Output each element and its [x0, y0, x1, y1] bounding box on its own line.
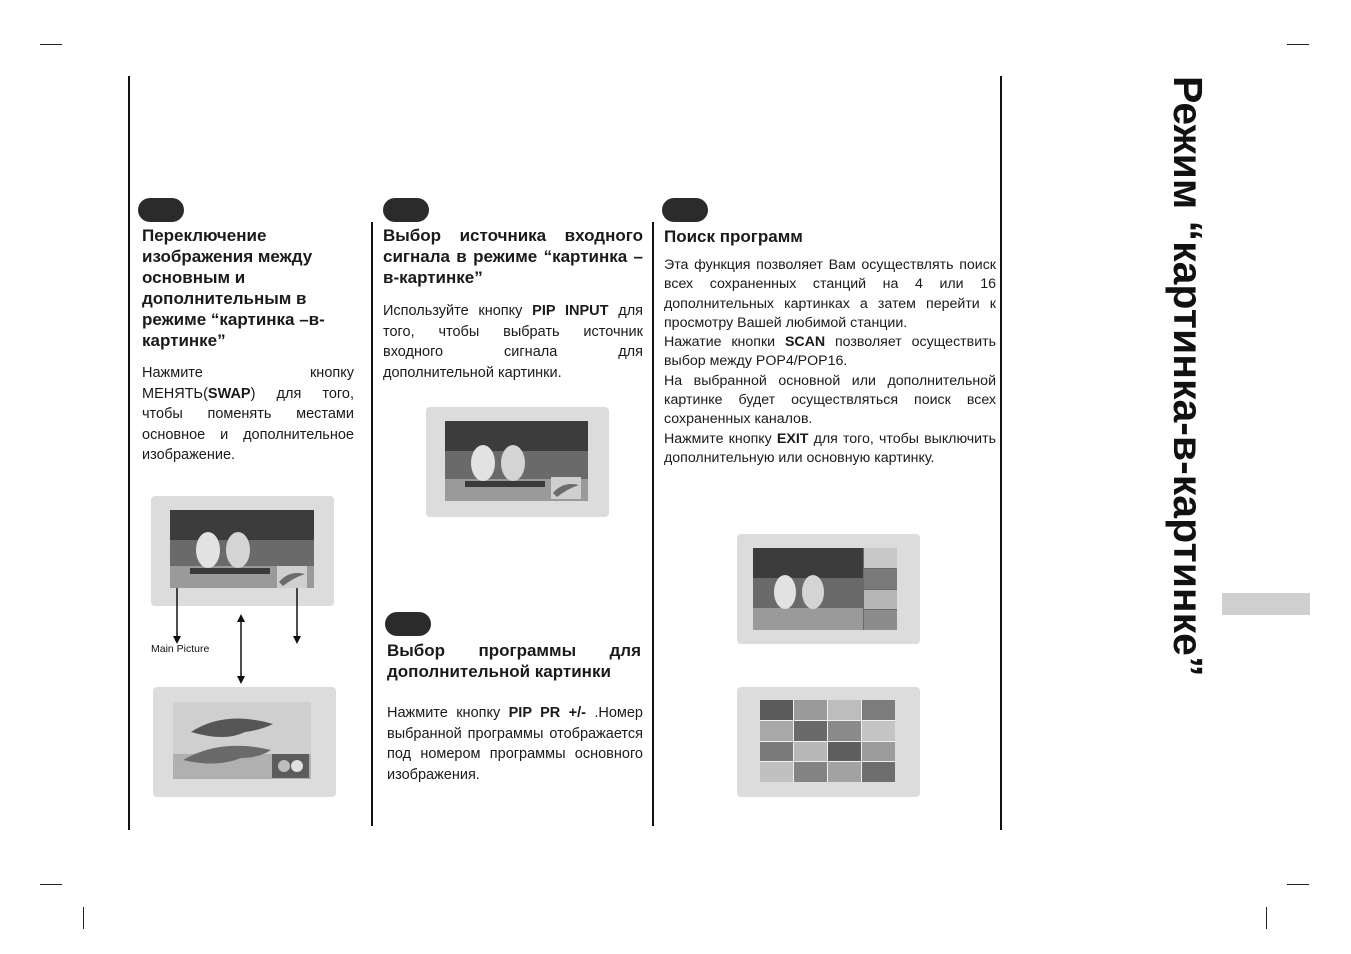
pip-window-image — [551, 477, 581, 499]
column-rule — [128, 76, 130, 830]
text-run: Нажмите кнопку — [664, 430, 777, 447]
crop-mark — [40, 884, 62, 885]
section-tab — [1222, 593, 1310, 615]
text-run: Нажатие кнопки — [664, 334, 785, 351]
text-run: Нажмите кнопку МЕНЯТЬ( — [142, 365, 354, 402]
crop-mark — [40, 44, 62, 45]
paragraph — [664, 333, 996, 372]
pip-window-image — [272, 754, 309, 778]
section-heading: Поиск программ — [664, 227, 803, 246]
text-run: позволяет осуществить выбор между POP4/POP16. — [664, 334, 997, 370]
crop-mark — [83, 907, 84, 929]
text-run: ) для того, чтобы поменять местами основное и дополнительное изображение. — [142, 385, 354, 463]
paragraph: Эта функция позволяет Вам осуществлять поиск всех сохраненных станций на 4 или 16 дополнительных картинках а затем перейти к просмотру Вашей любимой станции. — [664, 257, 996, 331]
crop-mark — [1287, 44, 1309, 45]
section-pill — [385, 612, 431, 636]
crop-mark — [1287, 884, 1309, 885]
section-text — [664, 256, 996, 468]
text-run: для того, чтобы выбрать источник входного сигнала для дополнительной картинки. — [383, 303, 644, 381]
section-heading: Выбор программы для дополнительной картинки — [387, 641, 641, 681]
pop16-screen-image — [760, 700, 895, 782]
pip-window-image — [277, 566, 307, 588]
pop4-screen-image — [753, 548, 897, 630]
key-name: PIP INPUT — [532, 303, 609, 319]
column-rule — [1000, 76, 1002, 830]
section-text — [142, 363, 354, 466]
column-rule — [371, 222, 373, 826]
column-rule — [652, 222, 654, 826]
key-name: SWAP — [207, 385, 251, 402]
paragraph — [664, 430, 996, 469]
section-heading: Переключение изображения между основным и дополнительным в режиме “картинка –в-картинке” — [142, 226, 325, 350]
section-pill — [383, 198, 429, 222]
key-name: PIP PR +/- — [508, 705, 586, 721]
section-text — [387, 703, 643, 785]
section-pill — [662, 198, 708, 222]
crop-mark — [1266, 907, 1267, 929]
key-name: EXIT — [776, 430, 809, 447]
section-pill — [138, 198, 184, 222]
text-run: Нажмите кнопку — [387, 705, 509, 721]
section-heading: Выбор источника входного сигнала в режиме “картинка –в-картинке” — [383, 226, 643, 287]
swap-arrows — [140, 586, 320, 686]
section-text — [383, 301, 643, 383]
text-run: Используйте кнопку — [383, 303, 533, 319]
text-run: .Номер выбранной программы отображается под номером программы основного изображения. — [387, 705, 643, 783]
key-name: SCAN — [784, 334, 826, 351]
paragraph: На выбранной основной или дополнительной картинке будет осуществляться поиск всех сохраненных каналов. — [664, 372, 996, 428]
diagram-label: Main Picture — [151, 643, 210, 655]
page-title: Режим “картинка-в-картинке” — [1165, 76, 1211, 677]
text-run: для того, чтобы выключить дополнительную или основную картинку. — [664, 430, 996, 466]
